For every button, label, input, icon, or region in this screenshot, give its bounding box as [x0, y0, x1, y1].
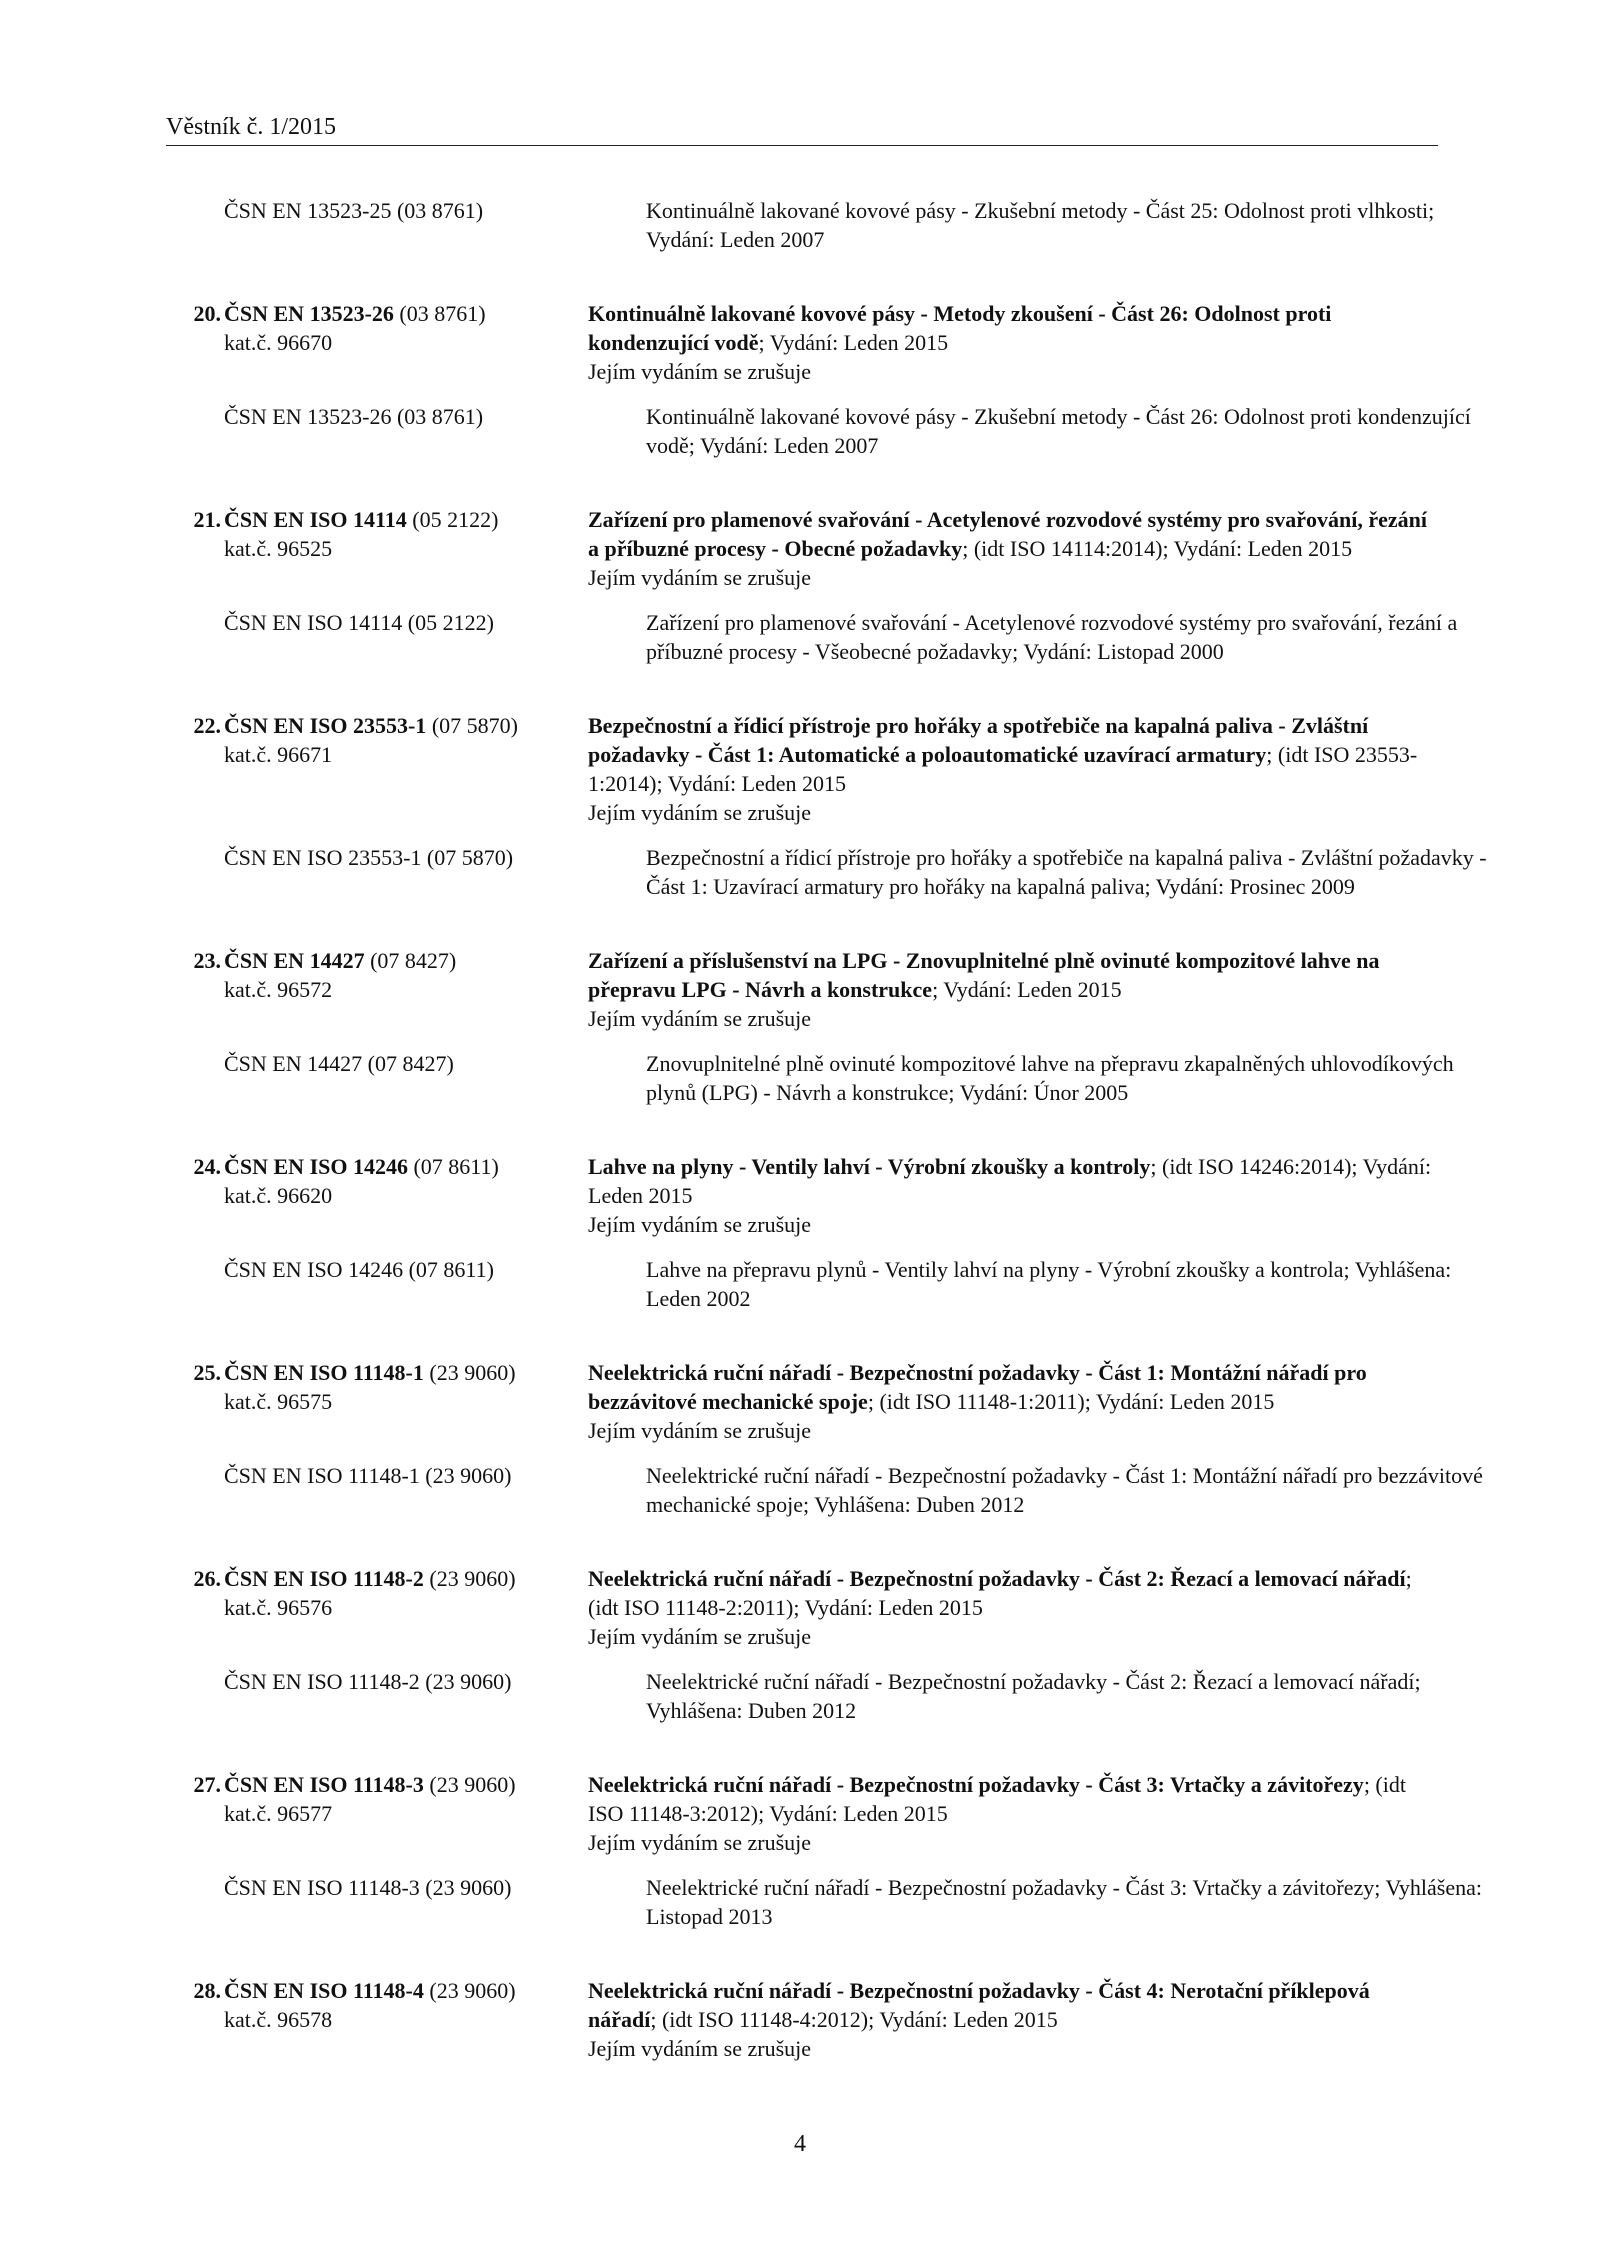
- entry-code-bold: ČSN EN 13523-26: [224, 301, 394, 326]
- entry-code: [166, 1770, 588, 1799]
- entry-title: [588, 946, 1438, 1004]
- entry-title-bold: Bezpečnostní a řídicí přístroje pro hořáky a spotřebiče na kapalná paliva - Zvláštní požadavky - Část 1: Automatické a poloautomatické uzavírací armatury: [588, 713, 1369, 767]
- entry-title: [588, 299, 1438, 357]
- entry-code-class: (23 9060): [423, 1566, 516, 1591]
- entry-kat: kat.č. 96620: [224, 1183, 333, 1208]
- entry-title: [588, 1976, 1438, 2034]
- replaced-code: ČSN EN ISO 11148-2 (23 9060): [224, 1669, 512, 1694]
- cancel-note: Jejím vydáním se zrušuje: [588, 2036, 812, 2061]
- entry-code-bold: ČSN EN 14427: [224, 948, 365, 973]
- entry-number: 28.: [193, 1978, 221, 2003]
- entry-code: [166, 1152, 588, 1181]
- entry-title: [588, 1564, 1438, 1622]
- entry-title: [588, 1358, 1438, 1416]
- entry-code-class: (23 9060): [423, 1360, 516, 1385]
- entry-kat: kat.č. 96577: [224, 1801, 333, 1826]
- entry-code-class: (23 9060): [423, 1978, 516, 2003]
- replaced-code: ČSN EN 14427 (07 8427): [224, 1051, 454, 1076]
- standard-entry-20: [166, 299, 1471, 460]
- entry-title-rest: ; (idt ISO 14114:2014); Vydání: Leden 2015: [962, 536, 1353, 561]
- entry-title-bold: Neelektrická ruční nářadí - Bezpečnostní požadavky - Část 2: Řezací a lemovací nářadí: [588, 1566, 1406, 1591]
- entry-code-bold: ČSN EN ISO 11148-4: [224, 1978, 424, 2003]
- entry-title-rest: ; (idt ISO 11148-2:2011); Vydání: Leden 2015: [588, 1566, 1412, 1620]
- entry-code-class: (07 8611): [407, 1154, 499, 1179]
- standard-entry-21: [166, 505, 1458, 666]
- entry-title-bold: Lahve na plyny - Ventily lahví - Výrobní zkoušky a kontroly: [588, 1154, 1151, 1179]
- replaced-text: Zařízení pro plamenové svařování - Acetylenové rozvodové systémy pro svařování, řezání a příbuzné procesy - Všeobecné požadavky; Vydání: Listopad 2000: [646, 610, 1458, 664]
- entry-code: [166, 946, 588, 975]
- entry-code: [166, 1358, 588, 1387]
- entry-title-bold: Zařízení a příslušenství na LPG - Znovuplnitelné plně ovinuté kompozitové lahve na přepravu LPG - Návrh a konstrukce: [588, 948, 1380, 1002]
- replaced-text: Bezpečnostní a řídicí přístroje pro hořáky a spotřebiče na kapalná paliva - Zvláštní požadavky - Část 1: Uzavírací armatury pro hořáky na kapalná paliva; Vydání: Prosinec 2009: [646, 845, 1487, 899]
- replaced-text: Neelektrické ruční nářadí - Bezpečnostní požadavky - Část 2: Řezací a lemovací nářadí; Vyhlášena: Duben 2012: [646, 1669, 1421, 1723]
- replaced-text: Lahve na přepravu plynů - Ventily lahví na plyny - Výrobní zkoušky a kontrola; Vyhlášena: Leden 2002: [646, 1257, 1452, 1311]
- entry-code: [166, 711, 588, 740]
- replaced-standard-19: [166, 196, 1438, 254]
- replaced-text: Neelektrické ruční nářadí - Bezpečnostní požadavky - Část 3: Vrtačky a závitořezy; Vyhlášena: Listopad 2013: [646, 1875, 1482, 1929]
- entry-code-bold: ČSN EN ISO 11148-3: [224, 1772, 424, 1797]
- entry-title-rest: ; (idt ISO 14246:2014); Vydání: Leden 2015: [588, 1154, 1432, 1208]
- entry-code: [166, 1564, 588, 1593]
- cancel-note: Jejím vydáním se zrušuje: [588, 1418, 812, 1443]
- entry-kat: kat.č. 96525: [224, 536, 333, 561]
- entry-title: [588, 1152, 1438, 1210]
- page-number: 4: [794, 2131, 806, 2157]
- entry-title: [588, 1770, 1438, 1828]
- replaced-text: Neelektrické ruční nářadí - Bezpečnostní požadavky - Část 1: Montážní nářadí pro bezzávitové mechanické spoje; Vyhlášena: Duben 2012: [646, 1463, 1483, 1517]
- entry-title-bold: Kontinuálně lakované kovové pásy - Metody zkoušení - Část 26: Odolnost proti kondenzující vodě: [588, 301, 1332, 355]
- entry-title-rest: ; Vydání: Leden 2015: [932, 977, 1122, 1002]
- cancel-note: Jejím vydáním se zrušuje: [588, 1212, 812, 1237]
- entry-title: [588, 505, 1438, 563]
- replaced-code: ČSN EN ISO 14246 (07 8611): [224, 1257, 494, 1282]
- entry-title-rest: ; (idt ISO 11148-3:2012); Vydání: Leden 2015: [588, 1772, 1406, 1826]
- cancel-note: Jejím vydáním se zrušuje: [588, 800, 812, 825]
- entry-number: 24.: [193, 1154, 221, 1179]
- standard-entry-26: [166, 1564, 1438, 1725]
- replaced-code: ČSN EN 13523-25 (03 8761): [224, 198, 484, 223]
- standard-entry-24: [166, 1152, 1452, 1313]
- entry-title: [588, 711, 1438, 798]
- entry-kat: kat.č. 96576: [224, 1595, 333, 1620]
- entry-title-bold: Zařízení pro plamenové svařování - Acetylenové rozvodové systémy pro svařování, řezání a příbuzné procesy - Obecné požadavky: [588, 507, 1427, 561]
- entry-code-bold: ČSN EN ISO 14114: [224, 507, 407, 532]
- entry-title-rest: ; Vydání: Leden 2015: [758, 330, 949, 355]
- entry-kat: kat.č. 96572: [224, 977, 333, 1002]
- entry-number: 23.: [193, 948, 221, 973]
- entry-number: 22.: [193, 713, 221, 738]
- replaced-text: Znovuplnitelné plně ovinuté kompozitové lahve na přepravu zkapalněných uhlovodíkových plynů (LPG) - Návrh a konstrukce; Vydání: Únor 2005: [646, 1051, 1454, 1105]
- entry-kat: kat.č. 96575: [224, 1389, 333, 1414]
- entry-title-rest: ; (idt ISO 23553-1:2014); Vydání: Leden 2015: [588, 742, 1418, 796]
- cancel-note: Jejím vydáním se zrušuje: [588, 359, 812, 384]
- standard-entry-25: [166, 1358, 1483, 1519]
- replaced-text: Kontinuálně lakované kovové pásy - Zkušební metody - Část 25: Odolnost proti vlhkosti; Vydání: Leden 2007: [646, 198, 1435, 252]
- cancel-note: Jejím vydáním se zrušuje: [588, 1624, 812, 1649]
- entry-code-bold: ČSN EN ISO 23553-1: [224, 713, 427, 738]
- replaced-text: Kontinuálně lakované kovové pásy - Zkušební metody - Část 26: Odolnost proti kondenzující vodě; Vydání: Leden 2007: [646, 404, 1471, 458]
- entry-code-bold: ČSN EN ISO 14246: [224, 1154, 408, 1179]
- replaced-code: ČSN EN ISO 23553-1 (07 5870): [224, 845, 514, 870]
- entry-code: [166, 505, 588, 534]
- entry-kat: kat.č. 96671: [224, 742, 333, 767]
- standard-entry-28: [166, 1976, 1438, 2063]
- cancel-note: Jejím vydáním se zrušuje: [588, 1830, 812, 1855]
- header-divider: [166, 145, 1438, 146]
- entry-code-bold: ČSN EN ISO 11148-2: [224, 1566, 424, 1591]
- entry-code: [166, 1976, 588, 2005]
- replaced-code: ČSN EN ISO 14114 (05 2122): [224, 610, 494, 635]
- entry-kat: kat.č. 96670: [224, 330, 333, 355]
- page-header: Věstník č. 1/2015: [166, 114, 336, 140]
- standard-entry-27: [166, 1770, 1482, 1931]
- entry-number: 26.: [193, 1566, 221, 1591]
- entry-code-class: (07 5870): [426, 713, 518, 738]
- entry-title-bold: Neelektrická ruční nářadí - Bezpečnostní požadavky - Část 3: Vrtačky a závitořezy: [588, 1772, 1364, 1797]
- entry-code-class: (03 8761): [393, 301, 486, 326]
- standards-list: [166, 196, 1487, 2063]
- entry-kat: kat.č. 96578: [224, 2007, 333, 2032]
- entry-title-rest: ; (idt ISO 11148-1:2011); Vydání: Leden 2015: [867, 1389, 1275, 1414]
- entry-code-class: (07 8427): [364, 948, 457, 973]
- replaced-code: ČSN EN ISO 11148-1 (23 9060): [224, 1463, 512, 1488]
- cancel-note: Jejím vydáním se zrušuje: [588, 1006, 812, 1031]
- entry-code: [166, 299, 588, 328]
- replaced-code: ČSN EN ISO 11148-3 (23 9060): [224, 1875, 512, 1900]
- standard-entry-23: [166, 946, 1454, 1107]
- entry-number: 25.: [193, 1360, 221, 1385]
- cancel-note: Jejím vydáním se zrušuje: [588, 565, 812, 590]
- entry-title-rest: ; (idt ISO 11148-4:2012); Vydání: Leden 2015: [650, 2007, 1058, 2032]
- entry-title-bold: Neelektrická ruční nářadí - Bezpečnostní požadavky - Část 4: Nerotační příklepová nářadí: [588, 1978, 1370, 2032]
- entry-code-class: (05 2122): [406, 507, 499, 532]
- entry-number: 20.: [193, 301, 221, 326]
- entry-code-bold: ČSN EN ISO 11148-1: [224, 1360, 424, 1385]
- entry-number: 27.: [193, 1772, 221, 1797]
- entry-code-class: (23 9060): [423, 1772, 516, 1797]
- standard-entry-22: [166, 711, 1487, 901]
- replaced-code: ČSN EN 13523-26 (03 8761): [224, 404, 484, 429]
- entry-title-bold: Neelektrická ruční nářadí - Bezpečnostní požadavky - Část 1: Montážní nářadí pro bezzávitové mechanické spoje: [588, 1360, 1367, 1414]
- entry-number: 21.: [193, 507, 221, 532]
